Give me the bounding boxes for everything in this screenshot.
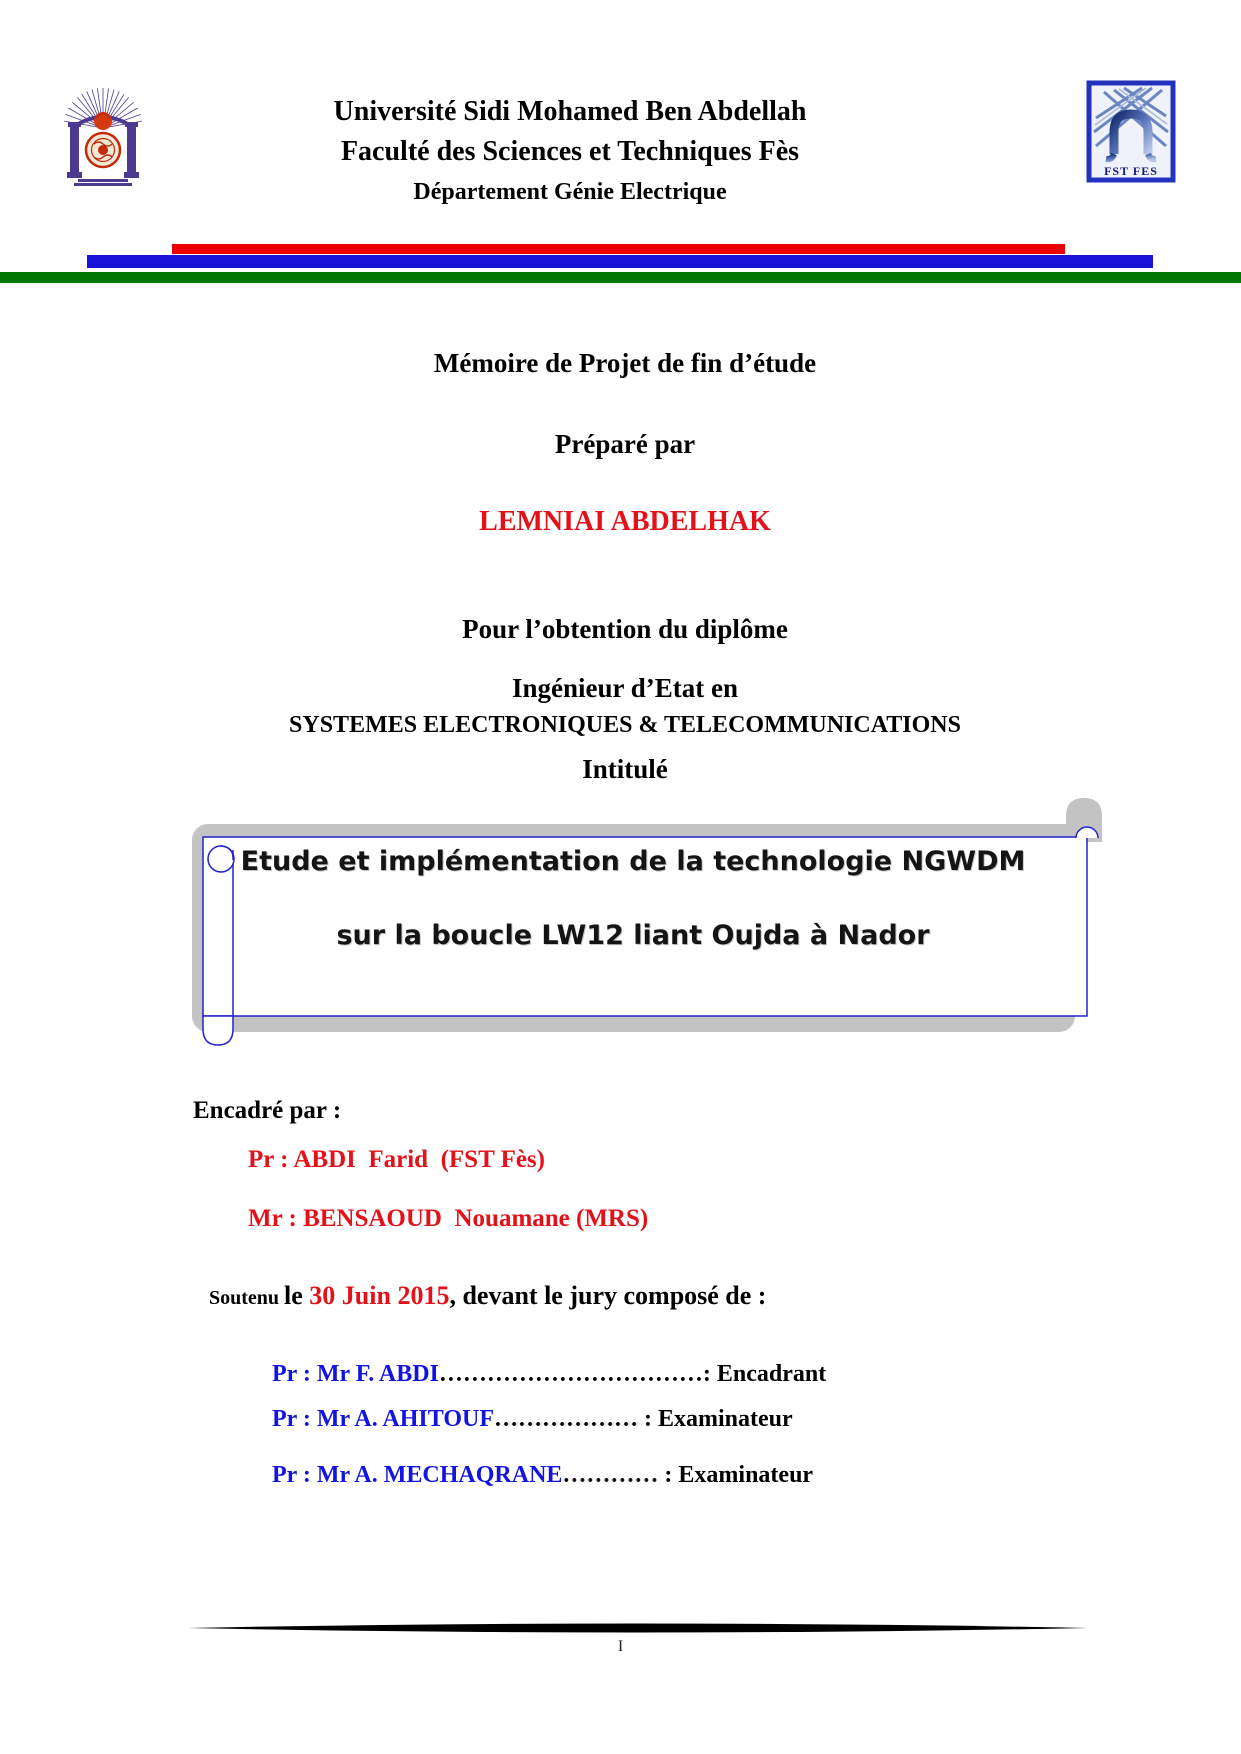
defense-word-le: le xyxy=(284,1281,310,1310)
defense-rest: , devant le jury composé de : xyxy=(449,1281,767,1310)
fst-logo-wordmark: FST FES xyxy=(1104,164,1158,178)
thesis-title-line1: Etude et implémentation de la technologie NGWDM xyxy=(240,846,1026,877)
diploma-degree-line: Ingénieur d’Etat en xyxy=(511,673,739,703)
page-number: I xyxy=(617,1638,624,1655)
supervisor-1: Pr : ABDI Farid (FST Fès) xyxy=(248,1146,545,1173)
jury-role: : Examinateur xyxy=(638,1406,793,1432)
fst-fes-logo-icon xyxy=(1086,80,1176,183)
jury-dots: ………… xyxy=(562,1462,659,1488)
jury-member-name: Pr : Mr A. MECHAQRANE xyxy=(272,1462,563,1488)
supervisor-2: Mr : BENSAOUD Nouamane (MRS) xyxy=(248,1205,649,1232)
divider-bar-blue xyxy=(87,255,1153,268)
defense-date: 30 Juin 2015 xyxy=(309,1281,450,1310)
jury-role: : Examinateur xyxy=(658,1462,814,1488)
speciality-line: SYSTEMES ELECTRONIQUES & TELECOMMUNICATIONS xyxy=(289,712,961,738)
defense-word-soutenu: Soutenu xyxy=(209,1287,285,1309)
jury-member-name: Pr : Mr F. ABDI xyxy=(272,1361,439,1387)
institution-header xyxy=(190,92,950,212)
prepared-by-label: Préparé par xyxy=(554,429,696,459)
university-emblem-icon xyxy=(64,84,142,186)
divider-bar-green xyxy=(0,272,1241,283)
thesis-title-line2: sur la boucle LW12 liant Oujda à Nador xyxy=(336,920,930,951)
jury-dots: ……………… xyxy=(494,1406,638,1432)
divider-bar-red xyxy=(172,244,1065,254)
jury-role: : Encadrant xyxy=(702,1361,827,1387)
university-name: Université Sidi Mohamed Ben Abdellah xyxy=(333,96,807,127)
jury-row xyxy=(248,1435,813,1516)
footer-divider xyxy=(188,1621,1088,1635)
supervised-by-label: Encadré par : xyxy=(193,1097,342,1124)
author-name: LEMNIAI ABDELHAK xyxy=(479,506,771,537)
intitule-label: Intitulé xyxy=(582,754,668,784)
department-name: Département Génie Electrique xyxy=(413,179,727,205)
faculty-name: Faculté des Sciences et Techniques Fès xyxy=(340,136,800,167)
diploma-purpose-line: Pour l’obtention du diplôme xyxy=(462,614,788,644)
jury-dots: …………………………… xyxy=(438,1361,703,1387)
document-type-title: Mémoire de Projet de fin d’étude xyxy=(433,348,817,378)
defense-date-line xyxy=(193,1263,766,1329)
jury-member-name: Pr : Mr A. AHITOUF xyxy=(272,1406,494,1432)
